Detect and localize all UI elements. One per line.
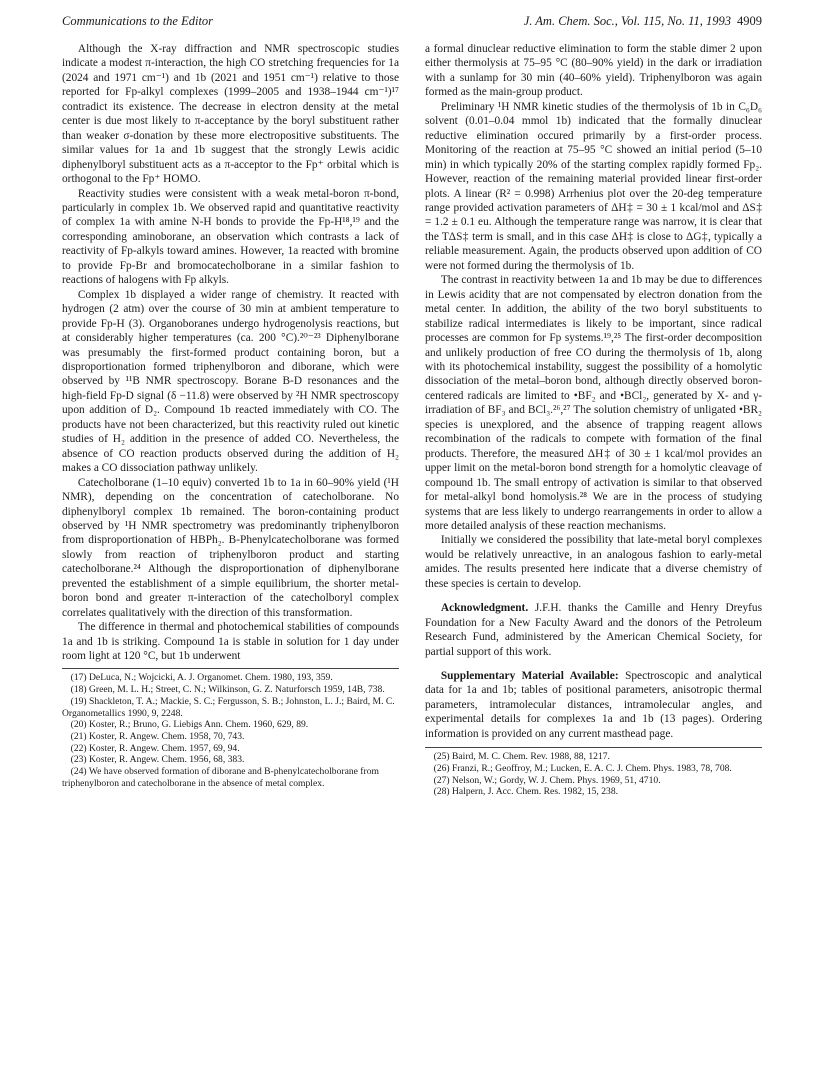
body-paragraph: Reactivity studies were consistent with a weak metal-boron π-bond, particularly in complex 1b. We observed rapid and quantitative reactivity of complex 1a with amine N-H bonds to provide the Fp-H¹⁸,¹⁹ and the corresponding aminoborane, an observation which contrasts a lack of reactivity of Fp-alkyls toward amines. However, 1a reacted with bromine to provide Fp-Br and bromocatecholborane in a similar fashion to reactions of halogens with Fp alkyls. bbox=[62, 187, 399, 287]
footnote: (19) Shackleton, T. A.; Mackie, S. C.; Fergusson, S. B.; Johnston, L. J.; Baird, M. C. Organometallics 1990, 9, 2248. bbox=[62, 695, 395, 719]
journal-name: J. Am. Chem. Soc., Vol. 115, No. 11, 1993 bbox=[523, 14, 731, 28]
footnotes-left bbox=[62, 668, 399, 789]
body-paragraph: a formal dinuclear reductive elimination to form the stable dimer 2 upon either thermolysis at 75–95 °C (80–90% yield) in the dark or irradiation with a sunlamp for 30 min (40–60% yield). Triphenylboron was again formed as the main-group product. bbox=[425, 43, 762, 99]
footnote: (18) Green, M. L. H.; Street, C. N.; Wilkinson, G. Z. Naturforsch 1959, 14B, 738. bbox=[70, 684, 385, 696]
acknowledgment-text: J.F.H. thanks the Camille and Henry Dreyfus Foundation for a New Faculty Award and the donors of the Petroleum Research Fund, administered by the American Chemical Society, for partial support of this work. bbox=[425, 602, 762, 658]
acknowledgment-label: Acknowledgment. bbox=[440, 602, 529, 615]
supplementary-text: Spectroscopic and analytical data for 1a and 1b; tables of positional parameters, anisotropic thermal parameters, intramolecular distances, intramolecular angles, and experimental details for complexes 1a and 1b (13 pages). Ordering information is provided on any current masthead page. bbox=[425, 670, 763, 740]
body-paragraph: Catecholborane (1–10 equiv) converted 1b to 1a in 60–90% yield (¹H NMR), depending on the concentration of catecholborane. No diphenylboryl complex 1b remained. The boron-containing product observed by ¹H NMR spectrometry was predominantly triphenylboron from disproportionation of HBPh₂. B-Phenylcatecholborane was formed slowly from reaction of triphenylboron product and starting catecholborane.²⁴ Although the disproportionation of diphenylborane prevented the establishment of a simple equilibrium, the shorter metal-boron bond and greater π-interaction of the catecholboryl complex correlates qualitatively with the direction of this transformation. bbox=[62, 476, 399, 619]
body-paragraph: Although the X-ray diffraction and NMR spectroscopic studies indicate a modest π-interaction, the high CO stretching frequencies for 1a (2024 and 1971 cm⁻¹) and 1b (2021 and 1951 cm⁻¹) relative to those reported for Fp-alkyl complexes (1999–2005 and 1938–1944 cm⁻¹)¹⁷ contradict its existence. The decrease in electron density at the metal center is due most likely to π-acceptance by the boryl substituent rather than weaker σ-donation by these more electropositive substituents. The similar values for 1a and 1b suggest that the strongly Lewis acidic diphenylboryl substituent acts as a π-acceptor to the Fp⁺ orbital which is orthogonal to the Fp⁺ HOMO. bbox=[62, 43, 399, 186]
acknowledgment bbox=[425, 601, 762, 659]
footnote: (24) We have observed formation of diborane and B-phenylcatecholborane from triphenylboron and catecholborane in the absence of metal complex. bbox=[62, 766, 379, 789]
footnote: (27) Nelson, W.; Gordy, W. J. Chem. Phys. 1969, 51, 4710. bbox=[433, 774, 661, 786]
journal-citation bbox=[524, 14, 762, 29]
body-paragraph: Initially we considered the possibility that late-metal boryl complexes would be relatively unreactive, in an analogous fashion to early-metal amides. The results presented here indicate that a diverse chemistry of these species is certain to develop. bbox=[425, 534, 762, 590]
footnote: (25) Baird, M. C. Chem. Rev. 1988, 88, 1217. bbox=[433, 751, 610, 763]
running-head bbox=[62, 14, 762, 32]
supplementary-material bbox=[425, 669, 762, 741]
footnote: (22) Koster, R. Angew. Chem. 1957, 69, 94. bbox=[70, 742, 240, 754]
section-title: Communications to the Editor bbox=[62, 14, 214, 28]
left-column bbox=[62, 42, 399, 790]
footnote: (20) Koster, R.; Bruno, G. Liebigs Ann. Chem. 1960, 629, 89. bbox=[70, 719, 309, 731]
footnote: (21) Koster, R. Angew. Chem. 1958, 70, 743. bbox=[70, 731, 245, 742]
footnote: (28) Halpern, J. Acc. Chem. Res. 1982, 15, 238. bbox=[433, 786, 619, 798]
page-number: 4909 bbox=[737, 14, 762, 28]
right-column bbox=[425, 42, 762, 798]
footnotes-right bbox=[425, 747, 762, 798]
body-paragraph: The difference in thermal and photochemical stabilities of compounds 1a and 1b is striking. Compound 1a is stable in solution for 1 day under room light at 120 °C, but 1b underwent bbox=[62, 621, 399, 663]
body-paragraph: The contrast in reactivity between 1a and 1b may be due to differences in Lewis acidity that are not compensated by electron donation from the metal center. In addition, the ability of the two boryl substituents to stabilize radical intermediates is likely to be important, since radical processes are common for Fp systems.¹⁹,²⁵ The first-order decomposition and unlikely production of free CO during the thermolysis of 1b, along with its photochemical instability, suggest the possibility of a homolytic dissociation of the metal–boron bond, although directly observed boron-centered radicals are limited to •BF₂ and •BCl₂, generated by X- and γ-irradiation of BF₃ and BCl₃.²⁶,²⁷ The solution chemistry of unligated •BR₂ species is unexplored, and the absence of trapping reagent allows recombination of the radicals to compete with formation of the final products. Therefore, the measured ΔH‡ of 30 ± 1 kcal/mol provides an upper limit on the metal-boron bond strength for a homolytic cleavage of compound 1b. The small entropy of activation is similar to that observed for metal-alkyl bond homolysis.²⁸ We are in the process of studying systems that are less likely to undergo rearrangements in order to allow a more detailed analysis of these reaction mechanisms. bbox=[425, 274, 762, 532]
supplementary-label: Supplementary Material Available: bbox=[440, 670, 619, 683]
body-paragraph: Preliminary ¹H NMR kinetic studies of the thermolysis of 1b in C₆D₆ solvent (0.01–0.04 mmol 1b) indicated that the formally dinuclear reductive elimination occured primarily by a first-order process. Monitoring of the reaction at 75–95 °C showed an initial period (5–10 min) in which typically 20% of the starting complex rapidly formed Fp₂. However, reaction of the remaining material provided linear first-order plots. A linear (R² = 0.998) Arrhenius plot over the 20-deg temperature range provided activation parameters of ΔH‡ = 30 ± 1 kcal/mol and ΔS‡ = 1.2 ± 0.1 eu. Although the temperature range was narrow, it is clear that the TΔS‡ term is small, and in this case ΔH‡ is close to ΔG‡, typically a reliable measurement. Again, the products observed upon addition of CO were not formed during the thermolysis of 1b. bbox=[425, 100, 762, 272]
footnote: (23) Koster, R. Angew. Chem. 1956, 68, 383. bbox=[70, 754, 245, 766]
footnote: (17) DeLuca, N.; Wojcicki, A. J. Organomet. Chem. 1980, 193, 359. bbox=[70, 672, 333, 684]
footnote: (26) Franzi, R.; Geoffroy, M.; Lucken, E. A. C. J. Chem. Phys. 1983, 78, 708. bbox=[433, 763, 732, 774]
body-paragraph: Complex 1b displayed a wider range of chemistry. It reacted with hydrogen (2 atm) over the course of 30 min at ambient temperature to provide Fp-H (3). Organoboranes undergo hydrogenolysis reactions, but at considerably higher temperatures (ca. 200 °C).²⁰⁻²³ Diphenylborane was presumably the first-formed product containing boron, but a disproportionation formed triphenylboron and diborane, which were observed by ¹¹B NMR spectroscopy. Borane B-D resonances and the high-field Fp-D signal (δ −11.8) were observed by ²H NMR spectroscopy upon addition of D₂. Compound 1b reacted immediately with CO. The products have not been characterized, but this reactivity ruled out kinetic studies of H₂ addition in the presence of added CO. Nevertheless, the absence of CO reaction products observed during the addition of H₂ makes a CO dissociation pathway unlikely. bbox=[62, 288, 399, 475]
